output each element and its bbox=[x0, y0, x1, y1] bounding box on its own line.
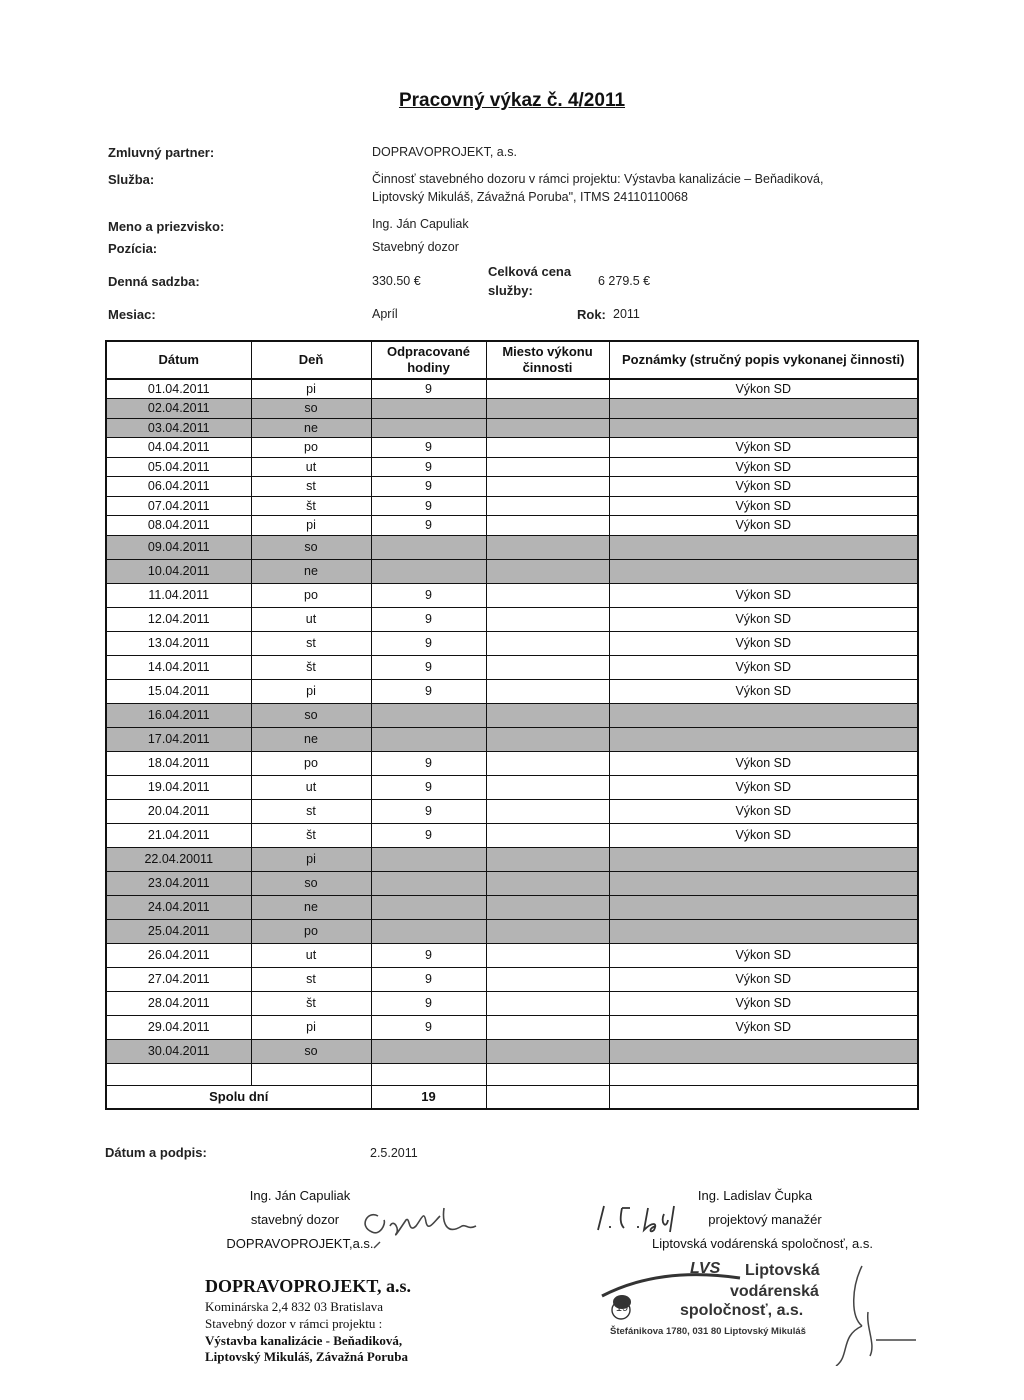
cell-hours: 9 bbox=[371, 655, 486, 679]
partner-label: Zmluvný partner: bbox=[108, 145, 215, 160]
column-header-place: Miesto výkonu činnosti bbox=[486, 341, 609, 379]
cell-day: so bbox=[251, 703, 371, 727]
cell-hours bbox=[371, 871, 486, 895]
cell-day: pi bbox=[251, 679, 371, 703]
cell-place bbox=[486, 607, 609, 631]
cell-place bbox=[486, 823, 609, 847]
total-place-cell bbox=[486, 1085, 609, 1109]
cell-day: po bbox=[251, 583, 371, 607]
cell-place bbox=[486, 379, 609, 399]
cell-date: 26.04.2011 bbox=[106, 943, 251, 967]
cell-day: pi bbox=[251, 1015, 371, 1039]
empty-cell bbox=[486, 1063, 609, 1085]
cell-hours bbox=[371, 399, 486, 419]
cell-day: so bbox=[251, 1039, 371, 1063]
table-row bbox=[106, 823, 918, 847]
cell-date: 23.04.2011 bbox=[106, 871, 251, 895]
cell-day: ut bbox=[251, 943, 371, 967]
cell-day: ut bbox=[251, 775, 371, 799]
column-header-hours: Odpracované hodiny bbox=[371, 341, 486, 379]
name-value: Ing. Ján Capuliak bbox=[372, 217, 469, 231]
cell-note: Výkon SD bbox=[609, 496, 918, 516]
cell-note: Výkon SD bbox=[609, 751, 918, 775]
page-title: Pracovný výkaz č. 4/2011 bbox=[398, 90, 626, 111]
cell-date: 02.04.2011 bbox=[106, 399, 251, 419]
cell-note bbox=[609, 418, 918, 438]
cell-note: Výkon SD bbox=[609, 457, 918, 477]
cell-note bbox=[609, 871, 918, 895]
cell-hours bbox=[371, 535, 486, 559]
cell-note: Výkon SD bbox=[609, 823, 918, 847]
cell-hours: 9 bbox=[371, 496, 486, 516]
left-signer-name: Ing. Ján Capuliak bbox=[249, 1188, 351, 1203]
cell-place bbox=[486, 535, 609, 559]
table-row bbox=[106, 477, 918, 497]
cell-place bbox=[486, 559, 609, 583]
table-body bbox=[106, 379, 918, 1063]
cell-place bbox=[486, 399, 609, 419]
cell-note: Výkon SD bbox=[609, 379, 918, 399]
right-signer-role: projektový manažér bbox=[708, 1212, 822, 1227]
cell-hours: 9 bbox=[371, 438, 486, 458]
table-row bbox=[106, 967, 918, 991]
cell-place bbox=[486, 871, 609, 895]
cell-hours: 9 bbox=[371, 1015, 486, 1039]
cell-place bbox=[486, 418, 609, 438]
column-header-notes: Poznámky (stručný popis vykonanej činnosti) bbox=[609, 341, 918, 379]
total-price-label-line2: služby: bbox=[488, 283, 533, 298]
cell-place bbox=[486, 919, 609, 943]
cell-place bbox=[486, 438, 609, 458]
cell-note: Výkon SD bbox=[609, 1015, 918, 1039]
cell-date: 18.04.2011 bbox=[106, 751, 251, 775]
cell-day: št bbox=[251, 496, 371, 516]
cell-hours bbox=[371, 847, 486, 871]
table-row bbox=[106, 751, 918, 775]
empty-cell bbox=[106, 1063, 251, 1085]
cell-place bbox=[486, 477, 609, 497]
cell-day: st bbox=[251, 799, 371, 823]
table-row bbox=[106, 775, 918, 799]
left-signer-role: stavebný dozor bbox=[250, 1212, 340, 1227]
cell-date: 28.04.2011 bbox=[106, 991, 251, 1015]
left-signer-company: DOPRAVOPROJEKT,a.s. bbox=[226, 1236, 374, 1251]
cell-day: ne bbox=[251, 418, 371, 438]
table-row bbox=[106, 418, 918, 438]
table-row bbox=[106, 496, 918, 516]
cell-note: Výkon SD bbox=[609, 967, 918, 991]
cell-hours bbox=[371, 895, 486, 919]
table-row bbox=[106, 943, 918, 967]
rate-label: Denná sadzba: bbox=[108, 274, 200, 289]
cell-date: 30.04.2011 bbox=[106, 1039, 251, 1063]
month-label: Mesiac: bbox=[108, 307, 156, 322]
rate-value: 330.50 € bbox=[372, 274, 421, 288]
stamp-right-address: Štefánikova 1780, 031 80 Liptovský Mikuláš bbox=[610, 1326, 806, 1337]
cell-date: 06.04.2011 bbox=[106, 477, 251, 497]
cell-place bbox=[486, 799, 609, 823]
table-row bbox=[106, 516, 918, 536]
cell-date: 24.04.2011 bbox=[106, 895, 251, 919]
cell-date: 12.04.2011 bbox=[106, 607, 251, 631]
cell-date: 04.04.2011 bbox=[106, 438, 251, 458]
cell-note: Výkon SD bbox=[609, 583, 918, 607]
stamp-left-address: Kominárska 2,4 832 03 Bratislava bbox=[205, 1299, 383, 1314]
table-row bbox=[106, 871, 918, 895]
cell-hours: 9 bbox=[371, 775, 486, 799]
stamp-left-line5: Liptovský Mikuláš, Závažná Poruba bbox=[205, 1349, 408, 1364]
table-row bbox=[106, 727, 918, 751]
cell-day: po bbox=[251, 919, 371, 943]
cell-place bbox=[486, 1039, 609, 1063]
cell-note bbox=[609, 703, 918, 727]
cell-place bbox=[486, 516, 609, 536]
empty-cell bbox=[371, 1063, 486, 1085]
cell-note: Výkon SD bbox=[609, 943, 918, 967]
table-row bbox=[106, 583, 918, 607]
cell-hours bbox=[371, 703, 486, 727]
cell-note: Výkon SD bbox=[609, 775, 918, 799]
cell-place bbox=[486, 457, 609, 477]
cell-hours: 9 bbox=[371, 679, 486, 703]
cell-hours: 9 bbox=[371, 516, 486, 536]
cell-note: Výkon SD bbox=[609, 607, 918, 631]
stamp-right-number: 19 bbox=[615, 1302, 629, 1314]
total-value: 19 bbox=[371, 1085, 486, 1109]
handwritten-date-icon bbox=[590, 1200, 690, 1236]
cell-place bbox=[486, 655, 609, 679]
cell-date: 27.04.2011 bbox=[106, 967, 251, 991]
stamp-right-line3: spoločnosť, a.s. bbox=[680, 1302, 804, 1319]
cell-note bbox=[609, 847, 918, 871]
position-label: Pozícia: bbox=[108, 241, 158, 256]
cell-day: ne bbox=[251, 895, 371, 919]
table-row bbox=[106, 438, 918, 458]
work-report-table bbox=[105, 340, 919, 1110]
cell-note: Výkon SD bbox=[609, 655, 918, 679]
cell-day: ne bbox=[251, 727, 371, 751]
cell-place bbox=[486, 895, 609, 919]
table-row bbox=[106, 703, 918, 727]
cell-note: Výkon SD bbox=[609, 516, 918, 536]
total-label: Spolu dní bbox=[106, 1085, 371, 1109]
cell-day: po bbox=[251, 438, 371, 458]
cell-hours bbox=[371, 919, 486, 943]
table-row bbox=[106, 457, 918, 477]
cell-place bbox=[486, 583, 609, 607]
cell-hours: 9 bbox=[371, 751, 486, 775]
cell-date: 17.04.2011 bbox=[106, 727, 251, 751]
cell-date: 03.04.2011 bbox=[106, 418, 251, 438]
cell-hours: 9 bbox=[371, 943, 486, 967]
left-signature-icon bbox=[350, 1196, 510, 1252]
cell-note bbox=[609, 399, 918, 419]
cell-note: Výkon SD bbox=[609, 679, 918, 703]
table-row bbox=[106, 895, 918, 919]
cell-date: 15.04.2011 bbox=[106, 679, 251, 703]
cell-note: Výkon SD bbox=[609, 477, 918, 497]
table-row bbox=[106, 1015, 918, 1039]
date-sign-label: Dátum a podpis: bbox=[105, 1145, 207, 1160]
table-row-empty bbox=[106, 1063, 918, 1085]
cell-hours bbox=[371, 559, 486, 583]
table-row bbox=[106, 919, 918, 943]
cell-place bbox=[486, 679, 609, 703]
cell-place bbox=[486, 847, 609, 871]
table-row bbox=[106, 655, 918, 679]
cell-note bbox=[609, 727, 918, 751]
cell-note bbox=[609, 535, 918, 559]
cell-note bbox=[609, 919, 918, 943]
cell-hours: 9 bbox=[371, 967, 486, 991]
empty-cell bbox=[609, 1063, 918, 1085]
cell-day: št bbox=[251, 823, 371, 847]
cell-date: 05.04.2011 bbox=[106, 457, 251, 477]
table-row bbox=[106, 607, 918, 631]
table-row bbox=[106, 399, 918, 419]
cell-note: Výkon SD bbox=[609, 991, 918, 1015]
cell-day: pi bbox=[251, 847, 371, 871]
cell-hours bbox=[371, 418, 486, 438]
month-value: Apríl bbox=[372, 307, 398, 321]
right-signer-name: Ing. Ladislav Čupka bbox=[697, 1188, 813, 1203]
cell-place bbox=[486, 496, 609, 516]
cell-note bbox=[609, 1039, 918, 1063]
right-signer-company: Liptovská vodárenská spoločnosť, a.s. bbox=[652, 1236, 873, 1251]
cell-date: 10.04.2011 bbox=[106, 559, 251, 583]
cell-day: pi bbox=[251, 379, 371, 399]
table-row bbox=[106, 799, 918, 823]
cell-date: 11.04.2011 bbox=[106, 583, 251, 607]
cell-date: 22.04.20011 bbox=[106, 847, 251, 871]
total-notes-cell bbox=[609, 1085, 918, 1109]
date-sign-value: 2.5.2011 bbox=[370, 1146, 418, 1160]
cell-day: so bbox=[251, 399, 371, 419]
cell-date: 07.04.2011 bbox=[106, 496, 251, 516]
cell-date: 19.04.2011 bbox=[106, 775, 251, 799]
cell-hours bbox=[371, 727, 486, 751]
total-price-label-line1: Celková cena bbox=[488, 264, 572, 279]
cell-note bbox=[609, 895, 918, 919]
cell-hours: 9 bbox=[371, 379, 486, 399]
cell-day: št bbox=[251, 655, 371, 679]
cell-day: pi bbox=[251, 516, 371, 536]
cell-place bbox=[486, 751, 609, 775]
column-header-day: Deň bbox=[251, 341, 371, 379]
partner-value: DOPRAVOPROJEKT, a.s. bbox=[372, 145, 517, 159]
table-row bbox=[106, 379, 918, 399]
cell-date: 16.04.2011 bbox=[106, 703, 251, 727]
service-value-line2: Liptovský Mikuláš, Závažná Poruba", ITMS 24110110068 bbox=[372, 190, 688, 204]
cell-place bbox=[486, 1015, 609, 1039]
cell-day: po bbox=[251, 751, 371, 775]
cell-place bbox=[486, 943, 609, 967]
cell-hours: 9 bbox=[371, 991, 486, 1015]
table-row bbox=[106, 559, 918, 583]
cell-date: 25.04.2011 bbox=[106, 919, 251, 943]
table-row bbox=[106, 847, 918, 871]
year-value: 2011 bbox=[613, 307, 640, 321]
name-label: Meno a priezvisko: bbox=[108, 219, 225, 234]
cell-day: št bbox=[251, 991, 371, 1015]
table-row bbox=[106, 679, 918, 703]
cell-hours: 9 bbox=[371, 477, 486, 497]
cell-hours: 9 bbox=[371, 799, 486, 823]
cell-place bbox=[486, 727, 609, 751]
cell-hours: 9 bbox=[371, 631, 486, 655]
cell-day: so bbox=[251, 871, 371, 895]
cell-date: 14.04.2011 bbox=[106, 655, 251, 679]
cell-note: Výkon SD bbox=[609, 799, 918, 823]
stamp-left-line3: Stavebný dozor v rámci projektu : bbox=[205, 1316, 383, 1331]
cell-date: 01.04.2011 bbox=[106, 379, 251, 399]
cell-day: st bbox=[251, 477, 371, 497]
cell-hours bbox=[371, 1039, 486, 1063]
cell-day: ut bbox=[251, 607, 371, 631]
table-row bbox=[106, 631, 918, 655]
cell-date: 13.04.2011 bbox=[106, 631, 251, 655]
stamp-left-line4: Výstavba kanalizácie - Beňadiková, bbox=[205, 1333, 403, 1348]
cell-place bbox=[486, 775, 609, 799]
cell-day: st bbox=[251, 631, 371, 655]
cell-place bbox=[486, 703, 609, 727]
column-header-date: Dátum bbox=[106, 341, 251, 379]
cell-date: 20.04.2011 bbox=[106, 799, 251, 823]
cell-day: ut bbox=[251, 457, 371, 477]
cell-place bbox=[486, 967, 609, 991]
cell-place bbox=[486, 991, 609, 1015]
table-row-total bbox=[106, 1085, 918, 1109]
cell-date: 08.04.2011 bbox=[106, 516, 251, 536]
cell-note: Výkon SD bbox=[609, 631, 918, 655]
cell-hours: 9 bbox=[371, 457, 486, 477]
cell-day: so bbox=[251, 535, 371, 559]
year-label: Rok: bbox=[577, 307, 606, 322]
cell-date: 21.04.2011 bbox=[106, 823, 251, 847]
table-row bbox=[106, 1039, 918, 1063]
stamp-right-line2: vodárenská bbox=[730, 1283, 819, 1300]
table-row bbox=[106, 991, 918, 1015]
total-price-value: 6 279.5 € bbox=[598, 274, 651, 288]
position-value: Stavebný dozor bbox=[372, 240, 459, 254]
cell-day: ne bbox=[251, 559, 371, 583]
stamp-left-company: DOPRAVOPROJEKT, a.s. bbox=[205, 1276, 411, 1296]
cell-hours: 9 bbox=[371, 823, 486, 847]
cell-hours: 9 bbox=[371, 583, 486, 607]
service-value-line1: Činnosť stavebného dozoru v rámci projektu: Výstavba kanalizácie – Beňadiková, bbox=[372, 172, 824, 186]
stamp-right-line1: Liptovská bbox=[745, 1262, 820, 1279]
empty-cell bbox=[251, 1063, 371, 1085]
cell-place bbox=[486, 631, 609, 655]
cell-date: 09.04.2011 bbox=[106, 535, 251, 559]
table-row bbox=[106, 535, 918, 559]
cell-date: 29.04.2011 bbox=[106, 1015, 251, 1039]
cell-hours: 9 bbox=[371, 607, 486, 631]
cell-day: st bbox=[251, 967, 371, 991]
stamp-right-logo: LVS bbox=[690, 1260, 721, 1277]
service-label: Služba: bbox=[108, 172, 155, 187]
cell-note bbox=[609, 559, 918, 583]
cell-note: Výkon SD bbox=[609, 438, 918, 458]
